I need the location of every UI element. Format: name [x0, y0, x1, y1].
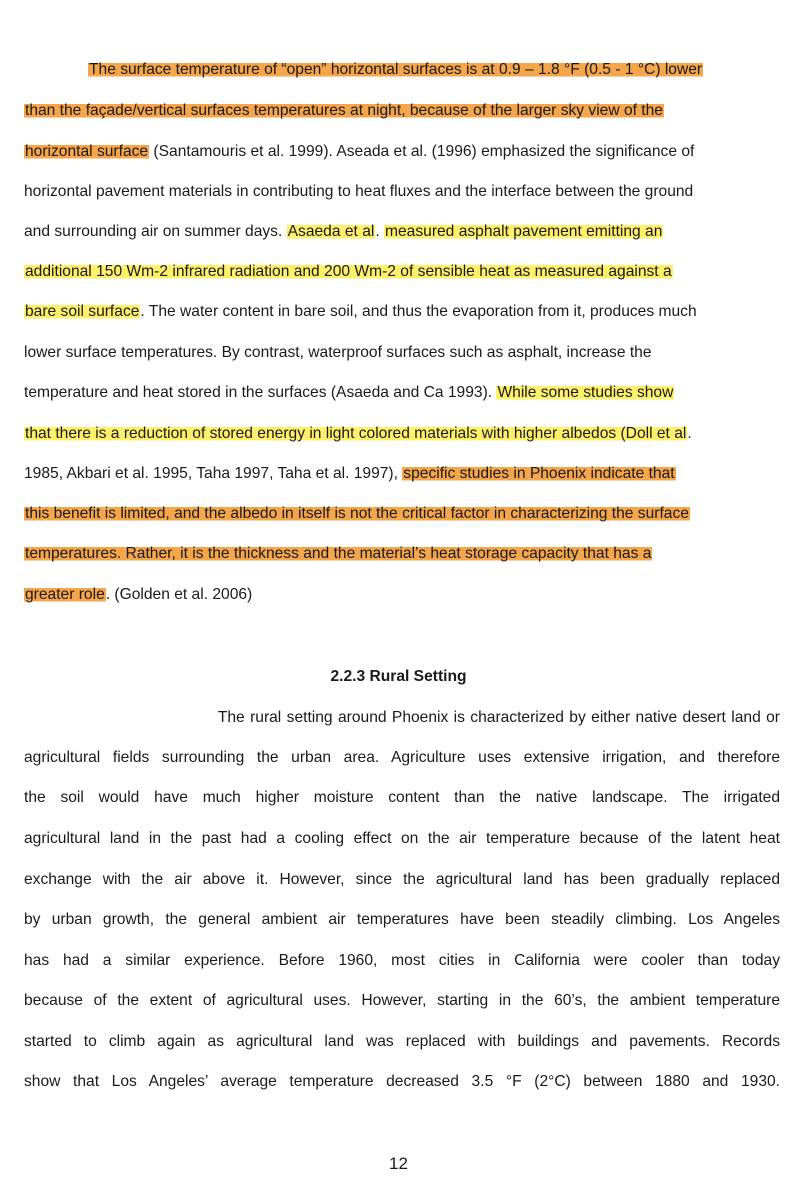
paragraph-2-line: the soil would have much higher moisture content than the native landscape. The irrigated	[24, 789, 780, 806]
page-number: 12	[389, 1154, 408, 1173]
paragraph-1-line-11	[24, 460, 780, 488]
body-text: . (Golden et al. 2006)	[105, 586, 253, 603]
paragraph-1-line-3	[24, 138, 780, 166]
highlight-yellow: Asaeda et al	[287, 223, 375, 240]
paragraph-2-line: has had a similar experience. Before 1960, most cities in California were cooler than today	[24, 952, 780, 969]
body-text: .	[375, 223, 385, 240]
paragraph-2-line: because of the extent of agricultural uses. However, starting in the 60’s, the ambient temperature	[24, 992, 780, 1009]
body-text: horizontal pavement materials in contributing to heat fluxes and the interface between the ground	[24, 183, 694, 200]
body-text: and surrounding air on summer days.	[24, 223, 287, 240]
section-heading: 2.2.3 Rural Setting	[330, 668, 467, 685]
body-text: (Santamouris et al. 1999). Aseada et al. (1996) emphasized the significance of	[149, 143, 695, 160]
highlight-orange: this benefit is limited, and the albedo in itself is not the critical factor in characterizing the surface	[25, 505, 689, 522]
paragraph-1-line-14	[24, 581, 780, 609]
highlight-orange: greater role	[25, 586, 105, 603]
paragraph-2-line: agricultural fields surrounding the urban area. Agriculture uses extensive irrigation, and therefore	[24, 749, 780, 766]
highlight-orange: temperatures. Rather, it is the thickness and the material’s heat storage capacity that has a	[25, 545, 652, 562]
paragraph-1-line-9	[24, 379, 780, 407]
paragraph-2-line: The rural setting around Phoenix is characterized by either native desert land or	[24, 709, 780, 726]
highlight-yellow: measured asphalt pavement emitting an	[385, 223, 663, 240]
paragraph-2-line: by urban growth, the general ambient air temperatures have been steadily climbing. Los Angeles	[24, 911, 780, 928]
body-text: temperature and heat stored in the surfaces (Asaeda and Ca 1993).	[24, 384, 497, 401]
paragraph-1-line-5	[24, 218, 780, 246]
highlight-yellow: While some studies show	[497, 384, 674, 401]
paragraph-2-line: agricultural land in the past had a cooling effect on the air temperature because of the latent heat	[24, 830, 780, 847]
highlight-yellow: that there is a reduction of stored energy in light colored materials with higher albedos (Doll et al	[25, 425, 687, 442]
paragraph-2-line: show that Los Angeles’ average temperature decreased 3.5 °F (2°C) between 1880 and 1930.	[24, 1073, 780, 1090]
body-text: lower surface temperatures. By contrast, waterproof surfaces such as asphalt, increase the	[24, 344, 652, 361]
highlight-yellow: bare soil surface	[25, 303, 140, 320]
highlight-orange: horizontal surface	[25, 143, 149, 160]
highlight-orange: than the façade/vertical surfaces temperatures at night, because of the larger sky view of the	[25, 102, 663, 119]
highlight-orange: The surface temperature of “open” horizontal surfaces is at 0.9 – 1.8 °F (0.5 - 1 °C) lower	[89, 61, 703, 78]
highlight-orange: specific studies in Phoenix indicate that	[403, 465, 675, 482]
paragraph-1-line-1	[24, 56, 780, 84]
body-text: . The water content in bare soil, and thus the evaporation from it, produces much	[140, 303, 697, 320]
paragraph-2-line: started to climb again as agricultural land was replaced with buildings and pavements. Records	[24, 1033, 780, 1050]
paragraph-1-line-7	[24, 298, 780, 326]
paragraph-2-line: exchange with the air above it. However, since the agricultural land has been gradually replaced	[24, 871, 780, 888]
paragraph-1-line-6	[24, 258, 780, 286]
paragraph-1-line-4	[24, 178, 780, 206]
paragraph-1-line-12	[24, 500, 780, 528]
paragraph-1-line-2	[24, 97, 780, 125]
paragraph-1-line-8	[24, 339, 780, 367]
body-text: .	[687, 425, 692, 442]
highlight-yellow: additional 150 Wm-2 infrared radiation and 200 Wm-2 of sensible heat as measured against a	[25, 263, 672, 280]
paragraph-1-line-10	[24, 420, 780, 448]
paragraph-1-line-13	[24, 540, 780, 568]
body-text: 1985, Akbari et al. 1995, Taha 1997, Taha et al. 1997),	[24, 465, 403, 482]
